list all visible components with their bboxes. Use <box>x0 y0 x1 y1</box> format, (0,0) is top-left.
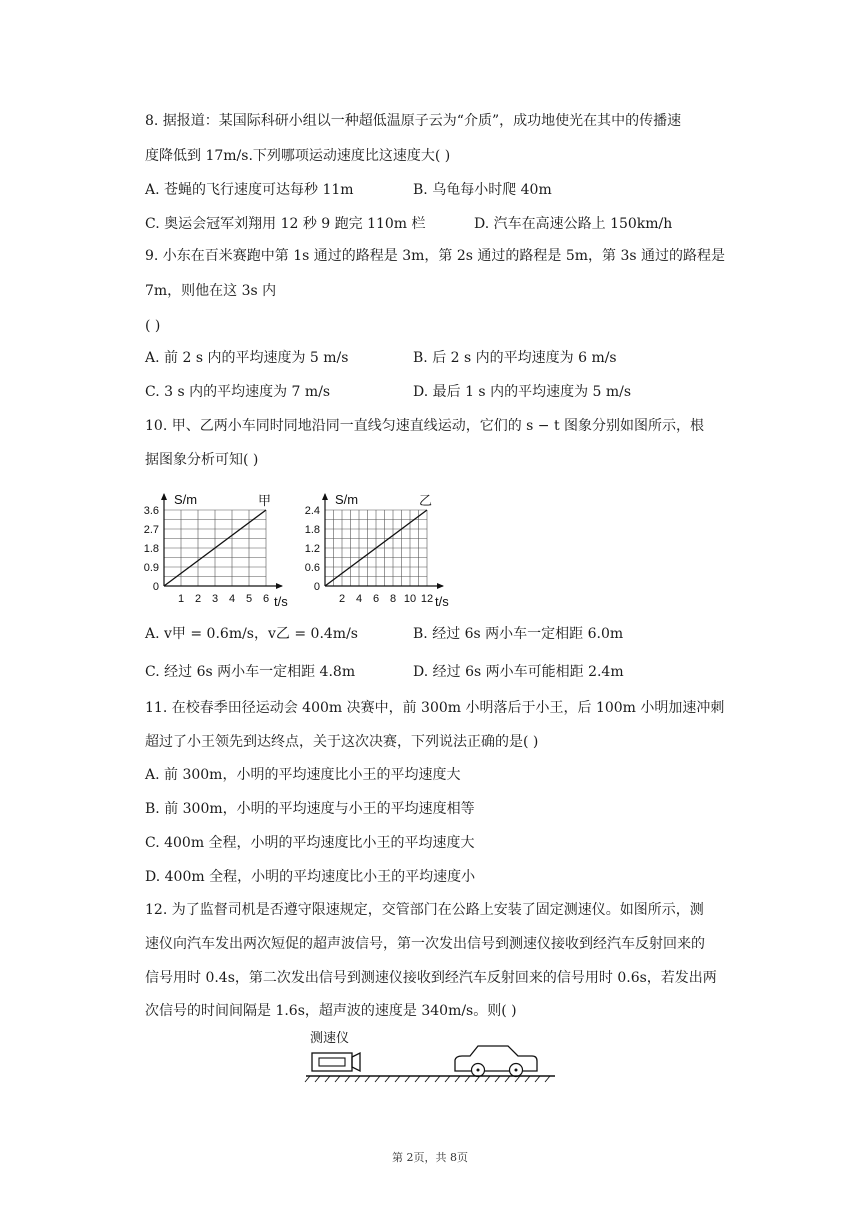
ground-hatching <box>305 1076 550 1082</box>
q10-option-b: B. 经过 6s 两小车一定相距 6.0m <box>413 626 624 642</box>
chart-jia-x-axis-label: t/s <box>274 594 288 609</box>
q9-answer-bracket: ( ) <box>145 318 161 334</box>
chart-yi-x-tick-label: 8 <box>389 593 397 605</box>
car-icon <box>455 1046 537 1077</box>
chart-jia-y-tick-label: 1.8 <box>143 543 159 555</box>
q10-stem-line2: 据图象分析可知( ) <box>145 452 259 468</box>
chart-yi-x-tick-label: 2 <box>338 593 346 605</box>
chart-jia-x-arrow <box>276 583 283 589</box>
chart-yi-y-tick-label: 2.4 <box>304 505 320 517</box>
q12-stem-line2: 速仪向汽车发出两次短促的超声波信号，第一次发出信号到测速仪接收到经汽车反射回来的 <box>145 936 705 952</box>
chart-jia-y-tick-label: 3.6 <box>143 505 159 517</box>
chart-jia <box>140 482 300 612</box>
chart-yi-x-tick-label: 4 <box>355 593 363 605</box>
chart-yi-x-tick-label: 6 <box>372 593 380 605</box>
q9-stem-line1: 9. 小东在百米赛跑中第 1s 通过的路程是 3m，第 2s 通过的路程是 5m，第 3s 通过的路程是 <box>145 248 726 264</box>
chart-yi-x-tick-label: 10 <box>403 593 417 605</box>
q9-option-d: D. 最后 1 s 内的平均速度为 5 m/s <box>413 384 632 400</box>
chart-yi-y-tick-label: 1.2 <box>304 543 320 555</box>
q11-stem-line2: 超过了小王领先到达终点，关于这次决赛，下列说法正确的是( ) <box>145 734 539 750</box>
chart-jia-x-tick-label: 6 <box>262 593 270 605</box>
chart-jia-x-tick-label: 5 <box>245 593 253 605</box>
q9-option-c: C. 3 s 内的平均速度为 7 m/s <box>145 384 331 400</box>
chart-yi-y-tick-label: 1.8 <box>304 524 320 536</box>
chart-jia-y-arrow <box>161 493 167 500</box>
chart-jia-x-tick-label: 4 <box>228 593 236 605</box>
q11-option-d: D. 400m 全程，小明的平均速度比小王的平均速度小 <box>145 869 476 885</box>
chart-jia-series-label: 甲 <box>258 493 272 508</box>
q12-stem-line4: 次信号的时间间隔是 1.6s，超声波的速度是 340m/s。则( ) <box>145 1003 517 1019</box>
q10-option-a: A. v甲 = 0.6m/s，v乙 = 0.4m/s <box>145 626 358 642</box>
chart-jia-y-tick-label: 0.9 <box>143 562 159 574</box>
chart-yi-y-axis-label: S/m <box>335 492 359 507</box>
chart-yi-y-tick-label: 0 <box>313 581 320 593</box>
chart-jia-x-tick-label: 3 <box>211 593 219 605</box>
q11-option-a: A. 前 300m，小明的平均速度比小王的平均速度大 <box>145 767 461 783</box>
chart-yi <box>295 478 470 612</box>
q8-stem-line1: 8. 据报道：某国际科研小组以一种超低温原子云为“介质”，成功地使光在其中的传播速 <box>145 113 682 129</box>
q11-stem-line1: 11. 在校春季田径运动会 400m 决赛中，前 300m 小明落后于小王，后 100m 小明加速冲刺 <box>145 700 725 716</box>
q11-option-c: C. 400m 全程，小明的平均速度比小王的平均速度大 <box>145 835 475 851</box>
q10-stem-line1: 10. 甲、乙两小车同时同地沿同一直线匀速直线运动，它们的 s − t 图象分别如图所示，根 <box>145 418 705 434</box>
chart-yi-series-label: 乙 <box>419 493 433 508</box>
q8-option-a: A. 苍蝇的飞行速度可达每秒 11m <box>145 182 354 198</box>
chart-yi-x-axis-label: t/s <box>435 594 449 609</box>
q8-option-b: B. 乌龟每小时爬 40m <box>413 182 552 198</box>
chart-jia-x-tick-label: 1 <box>177 593 185 605</box>
chart-yi-x-tick-label: 12 <box>420 593 434 605</box>
chart-yi-y-arrow <box>322 493 328 500</box>
speed-camera-diagram <box>300 1026 562 1086</box>
q10-option-c: C. 经过 6s 两小车一定相距 4.8m <box>145 664 356 680</box>
q12-stem-line3: 信号用时 0.4s，第二次发出信号到测速仪接收到经汽车反射回来的信号用时 0.6s，若发出两 <box>145 970 717 986</box>
page-footer: 第 2页，共 8页 <box>392 1151 468 1164</box>
speed-camera-label: 测速仪 <box>310 1030 350 1045</box>
chart-jia-x-tick-label: 2 <box>194 593 202 605</box>
q9-option-a: A. 前 2 s 内的平均速度为 5 m/s <box>145 350 349 366</box>
chart-yi-y-tick-label: 0.6 <box>304 562 320 574</box>
speed-camera-icon <box>312 1053 360 1071</box>
q8-option-c: C. 奥运会冠军刘翔用 12 秒 9 跑完 110m 栏 <box>145 216 426 232</box>
chart-jia-y-tick-label: 0 <box>152 581 159 593</box>
q9-stem-line2: 7m，则他在这 3s 内 <box>145 283 277 299</box>
q8-option-d: D. 汽车在高速公路上 150km/h <box>474 216 673 232</box>
q11-option-b: B. 前 300m，小明的平均速度与小王的平均速度相等 <box>145 801 475 817</box>
chart-yi-x-arrow <box>437 583 444 589</box>
q10-option-d: D. 经过 6s 两小车可能相距 2.4m <box>413 664 624 680</box>
chart-jia-y-tick-label: 2.7 <box>143 524 159 536</box>
q12-stem-line1: 12. 为了监督司机是否遵守限速规定，交管部门在公路上安装了固定测速仪。如图所示，测 <box>145 902 704 918</box>
q9-option-b: B. 后 2 s 内的平均速度为 6 m/s <box>413 350 617 366</box>
q8-stem-line2: 度降低到 17m/s.下列哪项运动速度比这速度大( ) <box>145 148 451 164</box>
chart-jia-y-axis-label: S/m <box>174 492 198 507</box>
